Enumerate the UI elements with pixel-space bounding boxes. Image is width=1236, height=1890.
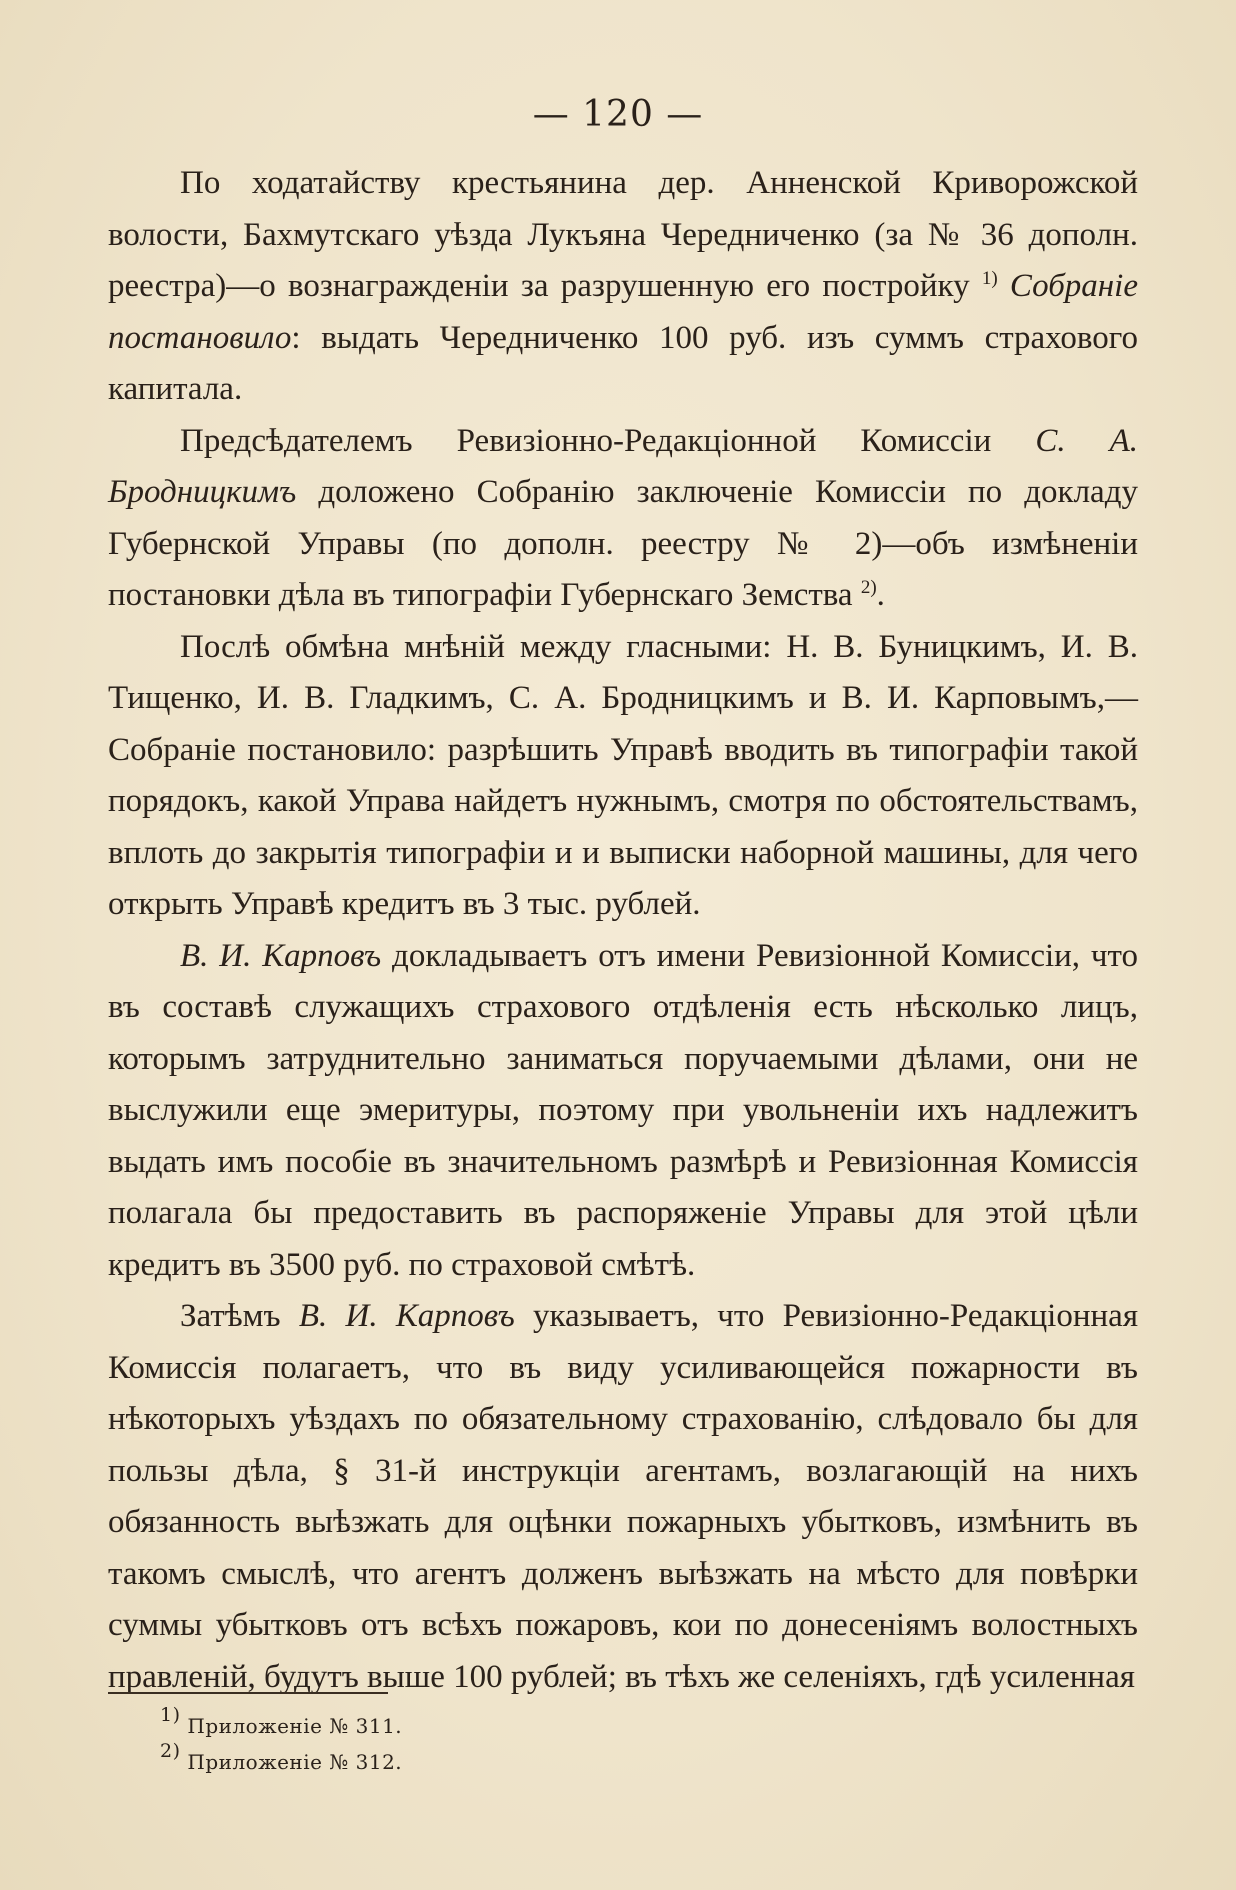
footnotes: [160, 1704, 403, 1780]
paragraph-text: доложено Собранію заключеніе Комиссіи по докладу Губернской Управы (по дополн. реестру № 2)—объ измѣненіи постановки дѣла въ типографіи Губернскаго Земства: [108, 474, 1138, 613]
footnote-text: Приложеніе № 312.: [187, 1750, 403, 1774]
italic-name: В. И. Карповъ: [180, 937, 382, 974]
footnote-ref-1: 1): [981, 268, 998, 289]
footnote-mark: 1): [160, 1704, 181, 1726]
paragraph-text: : выдать Чередниченко 100 руб. изъ суммъ страхового капитала.: [108, 319, 1138, 407]
paragraph-2: [108, 416, 1138, 622]
paragraph-text: [998, 268, 1010, 304]
paragraph-text: По ходатайству крестьянина дер. Анненской Криворожской волости, Бахмутскаго уѣзда Лукъяна Чередниченко (за № 36 дополн. реестра)—о вознагражденіи за разрушенную его постройку: [108, 165, 1138, 304]
paragraph-text: Предсѣдателемъ Ревизіонно-Редакціонной Комиссіи: [180, 422, 1036, 459]
italic-phrase: Собраніе постановило: [108, 268, 1138, 356]
paragraph-text: докладываетъ отъ имени Ревизіонной Комиссіи, что въ составѣ служащихъ страхового отдѣленія есть нѣсколько лицъ, которымъ затруднительно заниматься поручаемыми дѣлами, они не выслужили еще эмеритуры, поэтому при увольненіи ихъ надлежитъ выдать имъ пособіе въ значительномъ размѣрѣ и Ревизіонная Комиссія полагала бы предоставить въ распоряженіе Управы для этой цѣли кредитъ въ 3500 руб. по страховой смѣтѣ.: [108, 937, 1139, 1283]
italic-name: С. А. Бродницкимъ: [108, 422, 1139, 510]
footnote-mark: 2): [160, 1740, 181, 1762]
paragraph-text: .: [876, 577, 885, 613]
paragraph-text: Затѣмъ: [180, 1298, 299, 1334]
footnote-1: [160, 1704, 403, 1744]
paragraph-3: [108, 622, 1138, 931]
footnote-ref-2: 2): [860, 577, 877, 598]
paragraph-text: Послѣ обмѣна мнѣній между гласными: Н. В. Буницкимъ, И. В. Тищенко, И. В. Гладкимъ, С. А. Бродницкимъ и В. И. Карповымъ,—Собраніе постановило: разрѣшить Управѣ вводить въ типографіи такой порядокъ, какой Управа найдетъ нужнымъ, смотря по обстоятельствамъ, вплоть до закрытія типографіи и и выписки наборной машины, для чего открыть Управѣ кредитъ въ 3 тыс. рублей.: [108, 628, 1138, 922]
paragraph-1: [108, 158, 1138, 416]
body-text: [108, 158, 1138, 1703]
italic-name: В. И. Карповъ: [298, 1298, 515, 1334]
footnote-2: [160, 1740, 403, 1780]
footnote-divider: [108, 1692, 388, 1694]
paragraph-4: [108, 931, 1138, 1292]
paragraph-text: указываетъ, что Ревизіонно-Редакціонная Комиссія полагаетъ, что въ виду усиливающейся пожарности въ нѣкоторыхъ уѣздахъ по обязательному страхованію, слѣдовало бы для пользы дѣла, § 31-й инструкціи агентамъ, возлагающій на нихъ обязанность выѣзжать для оцѣнки пожарныхъ убытковъ, измѣнить въ такомъ смыслѣ, что агентъ долженъ выѣзжать на мѣсто для повѣрки суммы убытковъ отъ всѣхъ пожаровъ, кои по донесеніямъ волостныхъ правленій, будутъ выше 100 рублей; въ тѣхъ же селеніяхъ, гдѣ усиленная: [108, 1298, 1138, 1695]
footnote-text: Приложеніе № 311.: [187, 1714, 403, 1738]
paragraph-5: [108, 1291, 1138, 1703]
page-number: — 120 —: [532, 94, 704, 135]
